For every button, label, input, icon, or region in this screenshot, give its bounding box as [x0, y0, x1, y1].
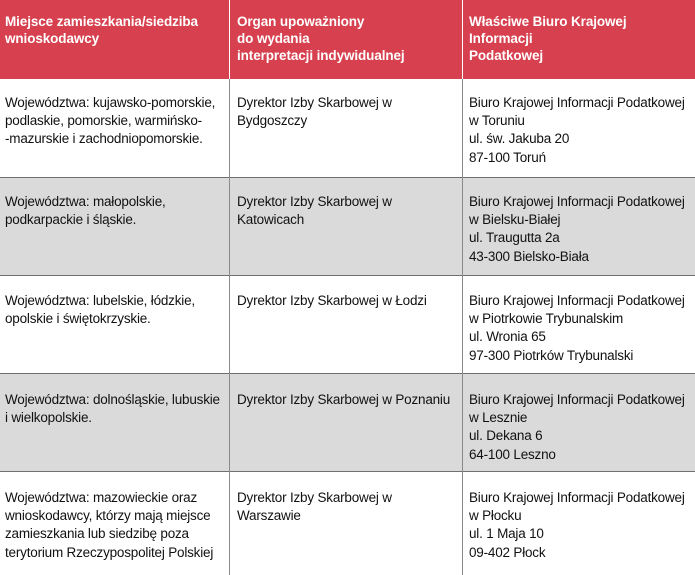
cell-authority: Dyrektor Izby Skarbowej w Łodzi	[237, 293, 427, 308]
cell-residence: Województwa: dolnośląskie, lubuskie i wielkopolskie.	[5, 392, 220, 426]
row-divider	[0, 275, 695, 276]
cell-residence: Województwa: lubelskie, łódzkie, opolskie i świętokrzyskie.	[5, 293, 195, 327]
row-divider	[0, 177, 695, 178]
header-residence: Miejsce zamieszkania/siedziba wnioskodawcy	[5, 14, 198, 46]
cell-authority: Dyrektor Izby Skarbowej w Warszawie	[237, 490, 392, 524]
cell-authority: Dyrektor Izby Skarbowej w Poznaniu	[237, 392, 451, 407]
cell-authority: Dyrektor Izby Skarbowej w Katowicach	[237, 194, 392, 228]
cell-office: Biuro Krajowej Informacji Podatkowej w Piotrkowie Trybunalskim ul. Wronia 65 97-300 Piotrków Trybunalski	[469, 293, 685, 363]
cell-office: Biuro Krajowej Informacji Podatkowej w Bielsku-Białej ul. Traugutta 2a 43-300 Bielsko-Biała	[469, 194, 685, 264]
cell-authority: Dyrektor Izby Skarbowej w Bydgoszczy	[237, 95, 392, 129]
cell-office: Biuro Krajowej Informacji Podatkowej w Lesznie ul. Dekana 6 64-100 Leszno	[469, 392, 685, 462]
cell-residence: Województwa: mazowieckie oraz wnioskodawcy, którzy mają miejsce zamieszkania lub siedzibę poza terytorium Rzeczypospolitej Polskiej	[5, 490, 214, 560]
cell-office: Biuro Krajowej Informacji Podatkowej w Toruniu ul. św. Jakuba 20 87-100 Toruń	[469, 95, 685, 165]
cell-residence: Województwa: kujawsko-pomorskie, podlaskie, pomorskie, warmińsko- -mazurskie i zachodniopomorskie.	[5, 95, 216, 147]
cell-office: Biuro Krajowej Informacji Podatkowej w Płocku ul. 1 Maja 10 09-402 Płock	[469, 490, 685, 560]
column-divider	[462, 79, 463, 575]
header-authority: Organ upoważniony do wydania interpretacji indywidualnej	[237, 14, 405, 63]
row-divider	[0, 471, 695, 472]
cell-residence: Województwa: małopolskie, podkarpackie i śląskie.	[5, 194, 166, 228]
row-divider	[0, 373, 695, 374]
header-office: Właściwe Biuro Krajowej Informacji Podatkowej	[469, 14, 627, 63]
header-divider	[229, 0, 230, 79]
column-divider	[229, 79, 230, 575]
header-divider	[462, 0, 463, 79]
